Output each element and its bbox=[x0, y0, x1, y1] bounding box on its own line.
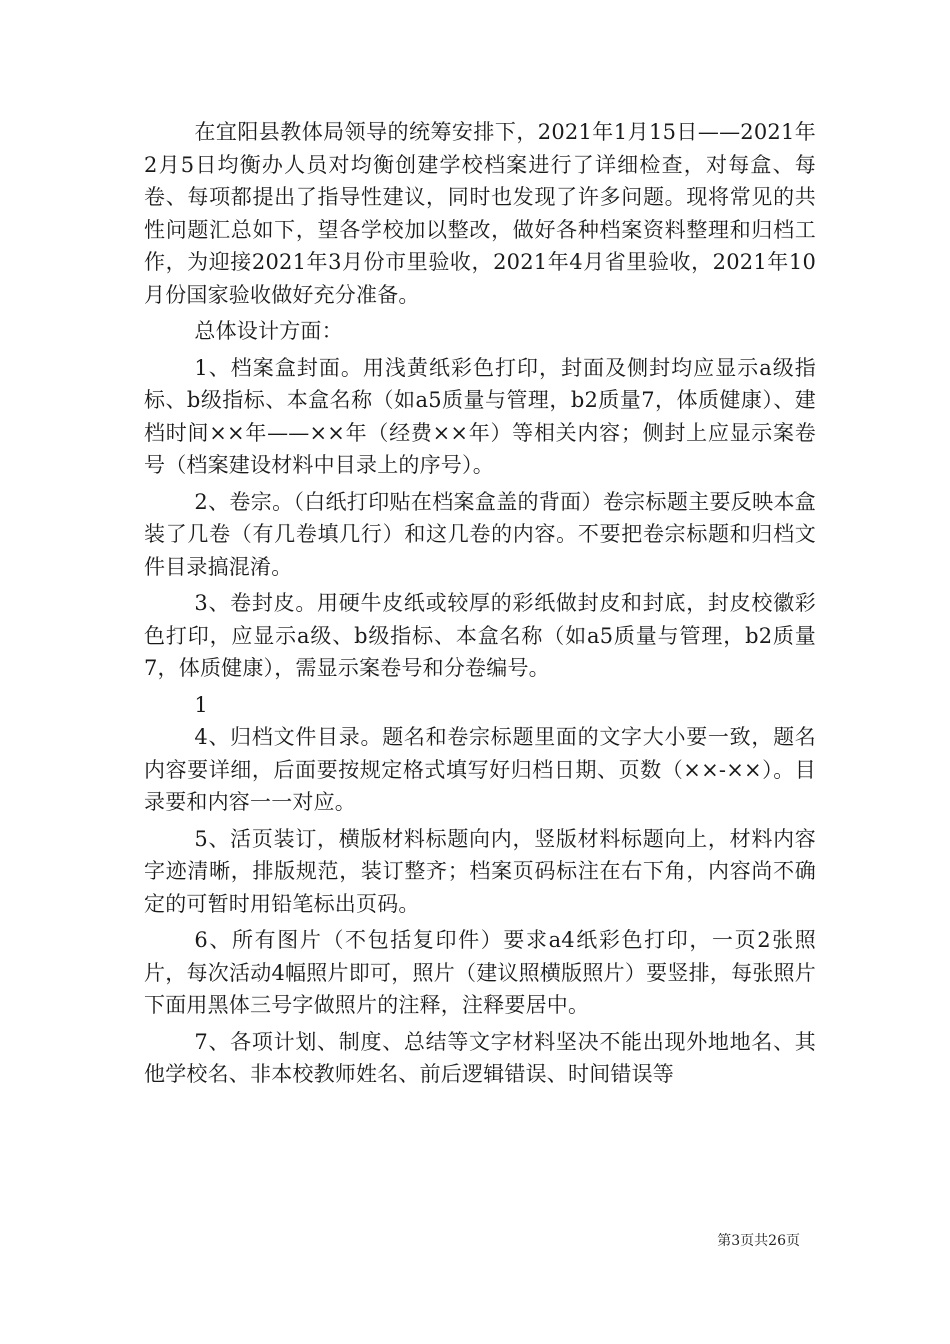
item-7-text-materials: 7、各项计划、制度、总结等文字材料坚决不能出现外地地名、其他学校名、非本校教师姓名、前后逻辑错误、时间错误等 bbox=[144, 1029, 816, 1086]
item-4-file-catalog: 4、归档文件目录。题名和卷宗标题里面的文字大小要一致，题名内容要详细，后面要按规定格式填写好归档日期、页数（××-××）。目录要和内容一一对应。 bbox=[144, 725, 816, 814]
document-body bbox=[144, 116, 816, 1091]
item-3-volume-cover: 3、卷封皮。用硬牛皮纸或较厚的彩纸做封皮和封底，封皮校徽彩色打印，应显示a级、b级指标、本盒名称（如a5质量与管理，b2质量7，体质健康），需显示案卷号和分卷编号。 bbox=[144, 591, 816, 680]
inline-page-number: 1 bbox=[194, 692, 208, 717]
page-footer: 第3页共26页 bbox=[717, 1233, 800, 1249]
item-1-archive-box-cover: 1、档案盒封面。用浅黄纸彩色打印，封面及侧封均应显示a级指标、b级指标、本盒名称（如a5质量与管理，b2质量7，体质健康）、建档时间××年——××年（经费××年）等相关内容；侧封上应显示案卷号（档案建设材料中目录上的序号）。 bbox=[144, 355, 816, 477]
item-2-dossier: 2、卷宗。（白纸打印贴在档案盒盖的背面）卷宗标题主要反映本盒装了几卷（有几卷填几行）和这几卷的内容。不要把卷宗标题和归档文件目录搞混淆。 bbox=[144, 489, 816, 579]
item-5-loose-leaf-binding: 5、活页装订，横版材料标题向内，竖版材料标题向上，材料内容字迹清晰，排版规范，装订整齐；档案页码标注在右下角，内容尚不确定的可暂时用铅笔标出页码。 bbox=[144, 826, 816, 916]
item-6-photos: 6、所有图片（不包括复印件）要求a4纸彩色打印，一页2张照片，每次活动4幅照片即可，照片（建议照横版照片）要竖排，每张照片下面用黑体三号字做照片的注释，注释要居中。 bbox=[144, 928, 816, 1017]
intro-paragraph: 在宜阳县教体局领导的统筹安排下，2021年1月15日——2021年2月5日均衡办人员对均衡创建学校档案进行了详细检查，对每盒、每卷、每项都提出了指导性建议，同时也发现了许多问题。现将常见的共性问题汇总如下，望各学校加以整改，做好各种档案资料整理和归档工作，为迎接2021年3月份市里验收，2021年4月省里验收，2021年10月份国家验收做好充分准备。 bbox=[144, 120, 816, 307]
section-heading-overall-design: 总体设计方面： bbox=[194, 319, 343, 343]
